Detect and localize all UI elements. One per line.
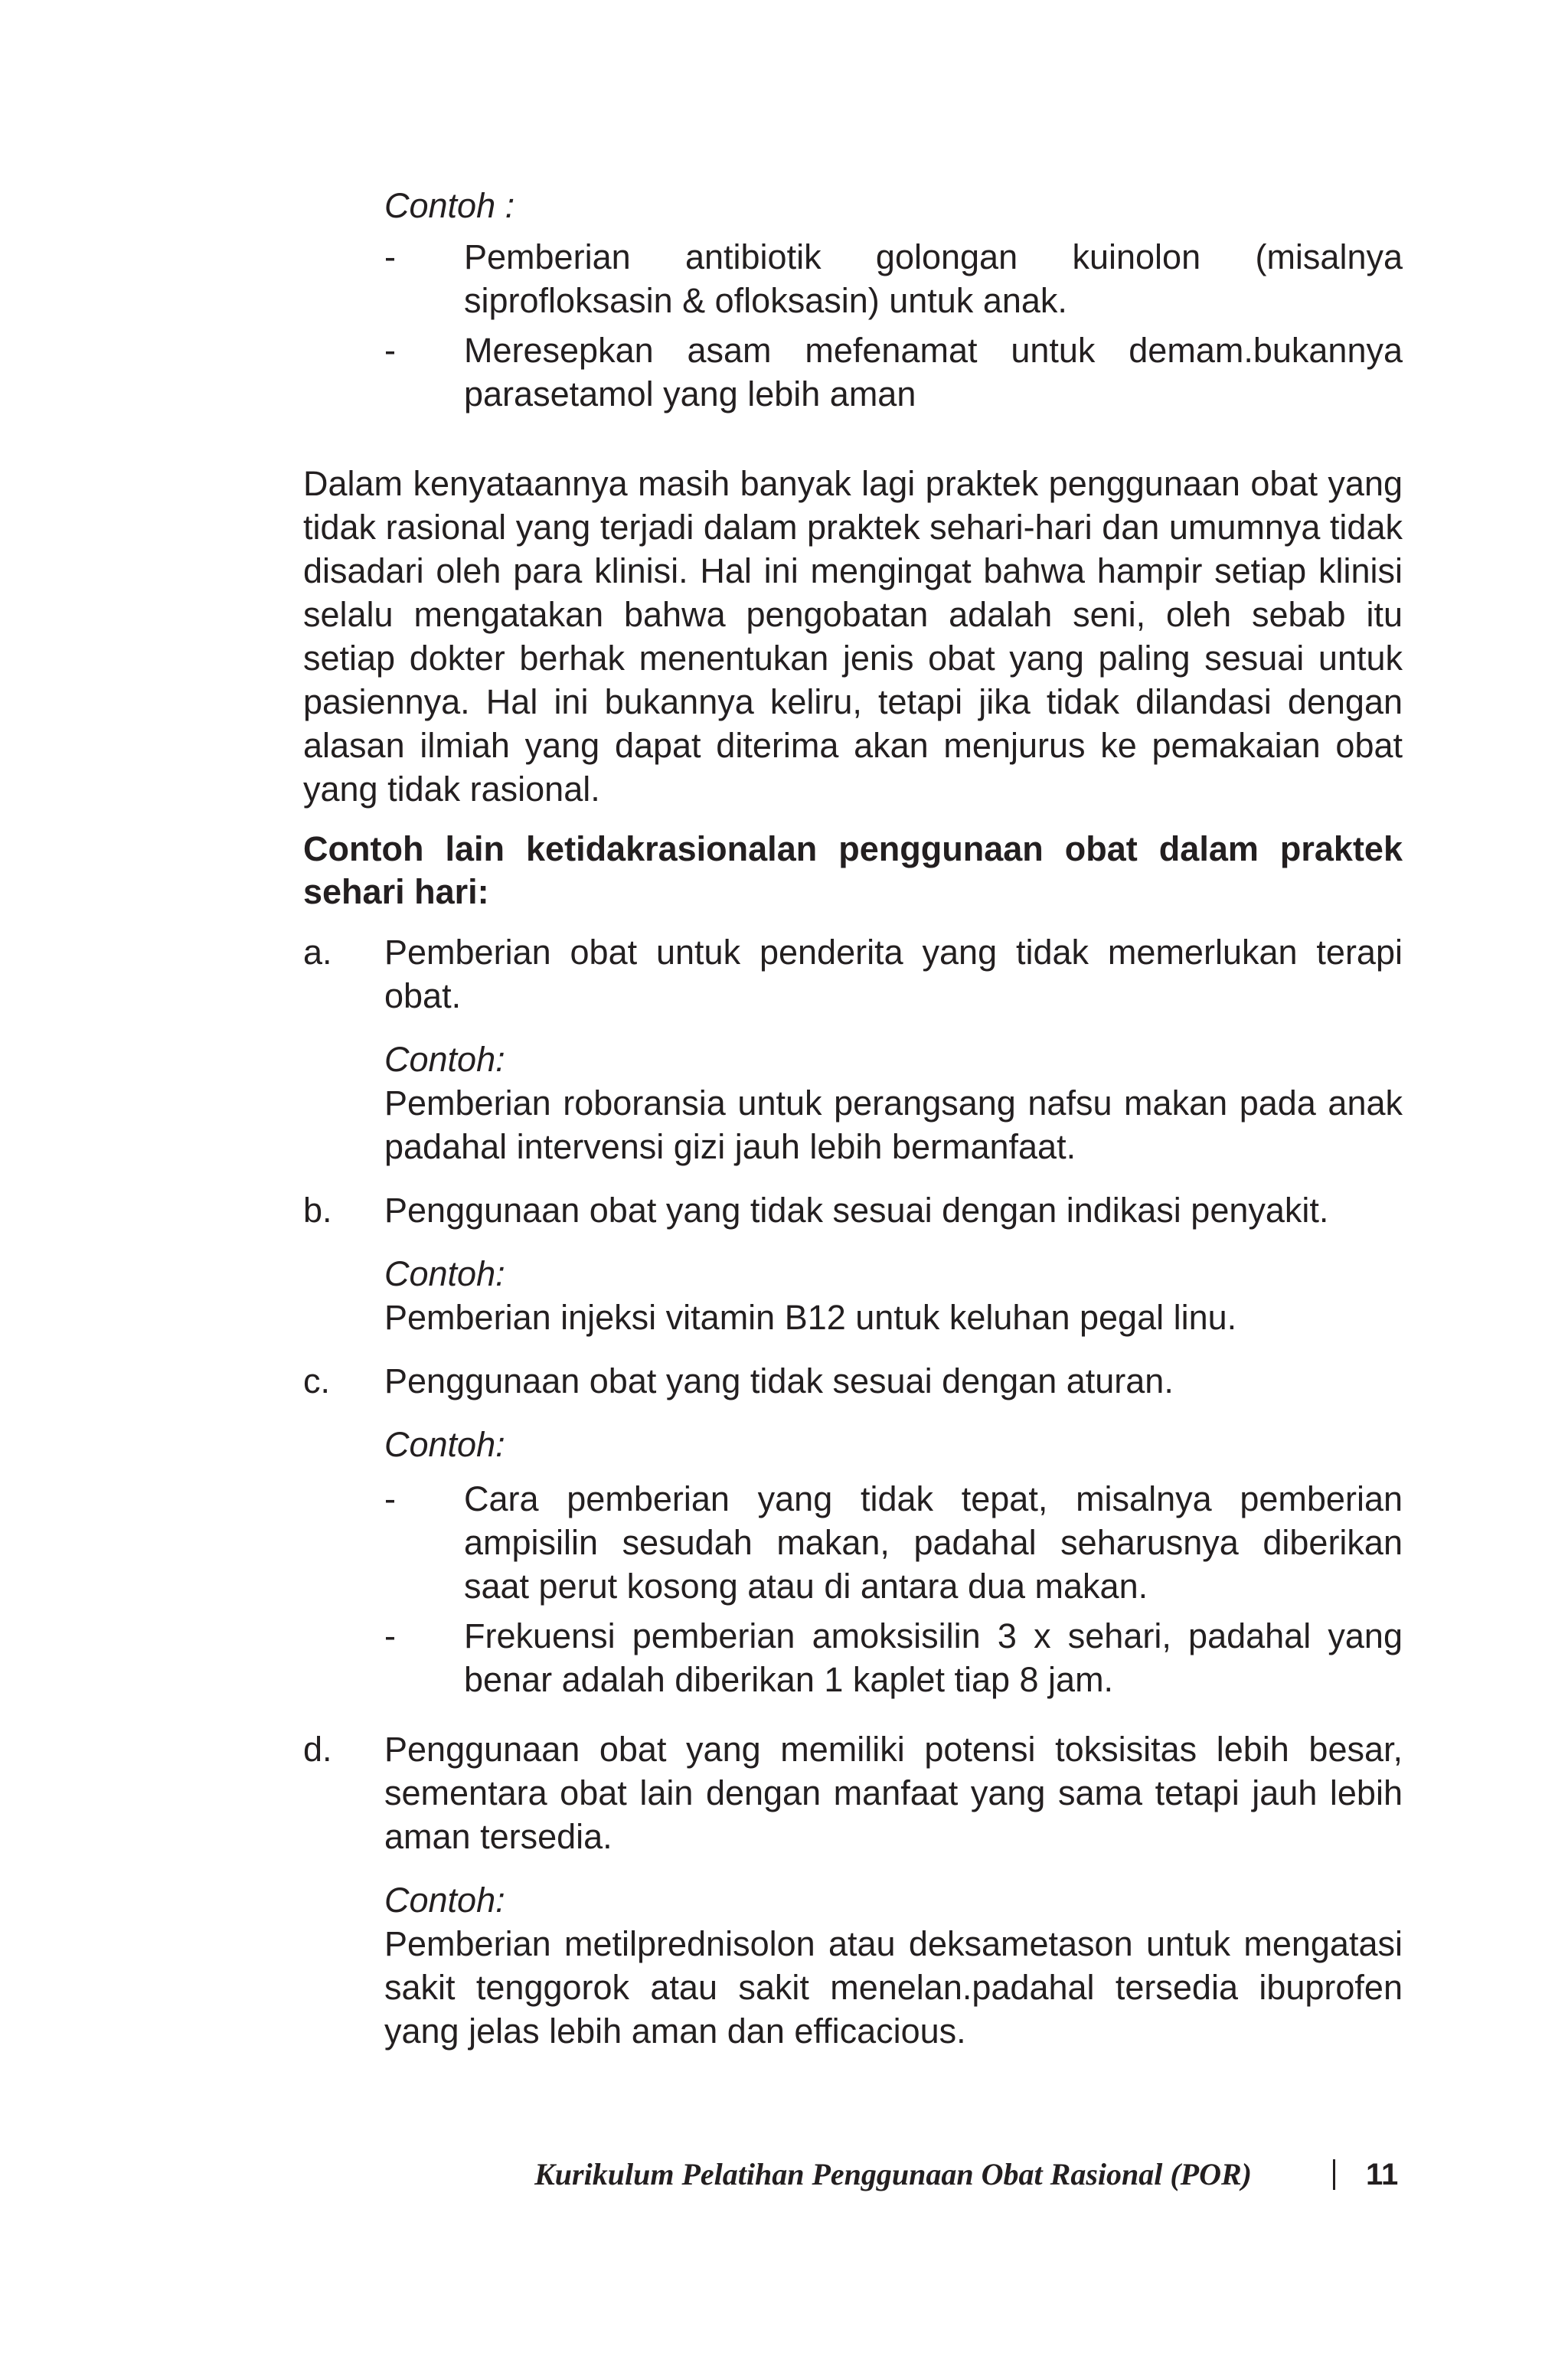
contoh-label: Contoh: xyxy=(384,1425,505,1464)
list-item-b xyxy=(303,1188,1403,1339)
top-example-block xyxy=(303,184,1403,416)
section-heading: Contoh lain ketidakrasionalan penggunaan obat dalam praktek sehari hari: xyxy=(303,829,1403,911)
dash-list-item xyxy=(384,328,1403,416)
dash-item-text: Frekuensi pemberian amoksisilin 3 x sehari, padahal yang benar adalah diberikan 1 kaplet tiap 8 jam. xyxy=(464,1616,1403,1699)
dash-marker: - xyxy=(384,237,396,276)
list-item-text: Penggunaan obat yang tidak sesuai dengan aturan. xyxy=(384,1361,1174,1400)
dash-list-item xyxy=(384,235,1403,322)
dash-item-text: Cara pemberian yang tidak tepat, misalnya pemberian ampisilin sesudah makan, padahal seharusnya diberikan saat perut kosong atau di antara dua makan. xyxy=(464,1479,1403,1606)
example-text: Pemberian roboransia untuk perangsang nafsu makan pada anak padahal intervensi gizi jauh lebih bermanfaat. xyxy=(384,1083,1403,1166)
contoh-label: Contoh: xyxy=(384,1254,505,1293)
list-marker: c. xyxy=(303,1361,331,1400)
list-marker: b. xyxy=(303,1191,332,1230)
main-paragraph: Dalam kenyataannya masih banyak lagi praktek penggunaan obat yang tidak rasional yang terjadi dalam praktek sehari-hari dan umumnya tidak disadari oleh para klinisi. Hal ini mengingat bahwa hampir setiap klinisi selalu mengatakan bahwa pengobatan adalah seni, oleh sebab itu setiap dokter berhak menentukan jenis obat yang paling sesuai untuk pasiennya. Hal ini bukannya keliru, tetapi jika tidak dilandasi dengan alasan ilmiah yang dapat diterima akan menjurus ke pemakaian obat yang tidak rasional. xyxy=(303,464,1403,809)
dash-item-text: Pemberian antibiotik golongan kuinolon (misalnya siprofloksasin & ofloksasin) untuk anak. xyxy=(464,237,1403,320)
contoh-label: Contoh: xyxy=(384,1881,505,1920)
dash-list-item xyxy=(384,1614,1403,1701)
list-marker: a. xyxy=(303,933,332,972)
footer-separator xyxy=(1333,2159,1335,2190)
footer-title: Kurikulum Pelatihan Penggunaan Obat Rasional (POR) xyxy=(534,2157,1252,2191)
list-item-a xyxy=(303,930,1403,1168)
dash-marker: - xyxy=(384,331,396,370)
lettered-list xyxy=(303,930,1403,2053)
list-item-c xyxy=(303,1359,1403,1708)
example-text: Pemberian injeksi vitamin B12 untuk keluhan pegal linu. xyxy=(384,1298,1237,1337)
dash-item-text: Meresepkan asam mefenamat untuk demam.bukannya parasetamol yang lebih aman xyxy=(464,331,1403,413)
page-content xyxy=(303,184,1403,2073)
list-item-text: Penggunaan obat yang memiliki potensi toksisitas lebih besar, sementara obat lain dengan manfaat yang sama tetapi jauh lebih aman tersedia. xyxy=(384,1730,1403,1856)
dash-marker: - xyxy=(384,1616,396,1655)
list-item-text: Penggunaan obat yang tidak sesuai dengan indikasi penyakit. xyxy=(384,1191,1329,1230)
list-item-d xyxy=(303,1727,1403,2053)
contoh-label: Contoh: xyxy=(384,1040,505,1079)
dash-list-item xyxy=(384,1477,1403,1608)
page-footer xyxy=(0,2152,1568,2198)
dash-marker: - xyxy=(384,1479,396,1518)
list-item-text: Pemberian obat untuk penderita yang tidak memerlukan terapi obat. xyxy=(384,933,1403,1015)
page-number: 11 xyxy=(1366,2158,1399,2191)
list-marker: d. xyxy=(303,1730,332,1769)
contoh-label: Contoh : xyxy=(384,186,515,225)
example-text: Pemberian metilprednisolon atau deksametason untuk mengatasi sakit tenggorok atau sakit menelan.padahal tersedia ibuprofen yang jelas lebih aman dan efficacious. xyxy=(384,1924,1403,2051)
